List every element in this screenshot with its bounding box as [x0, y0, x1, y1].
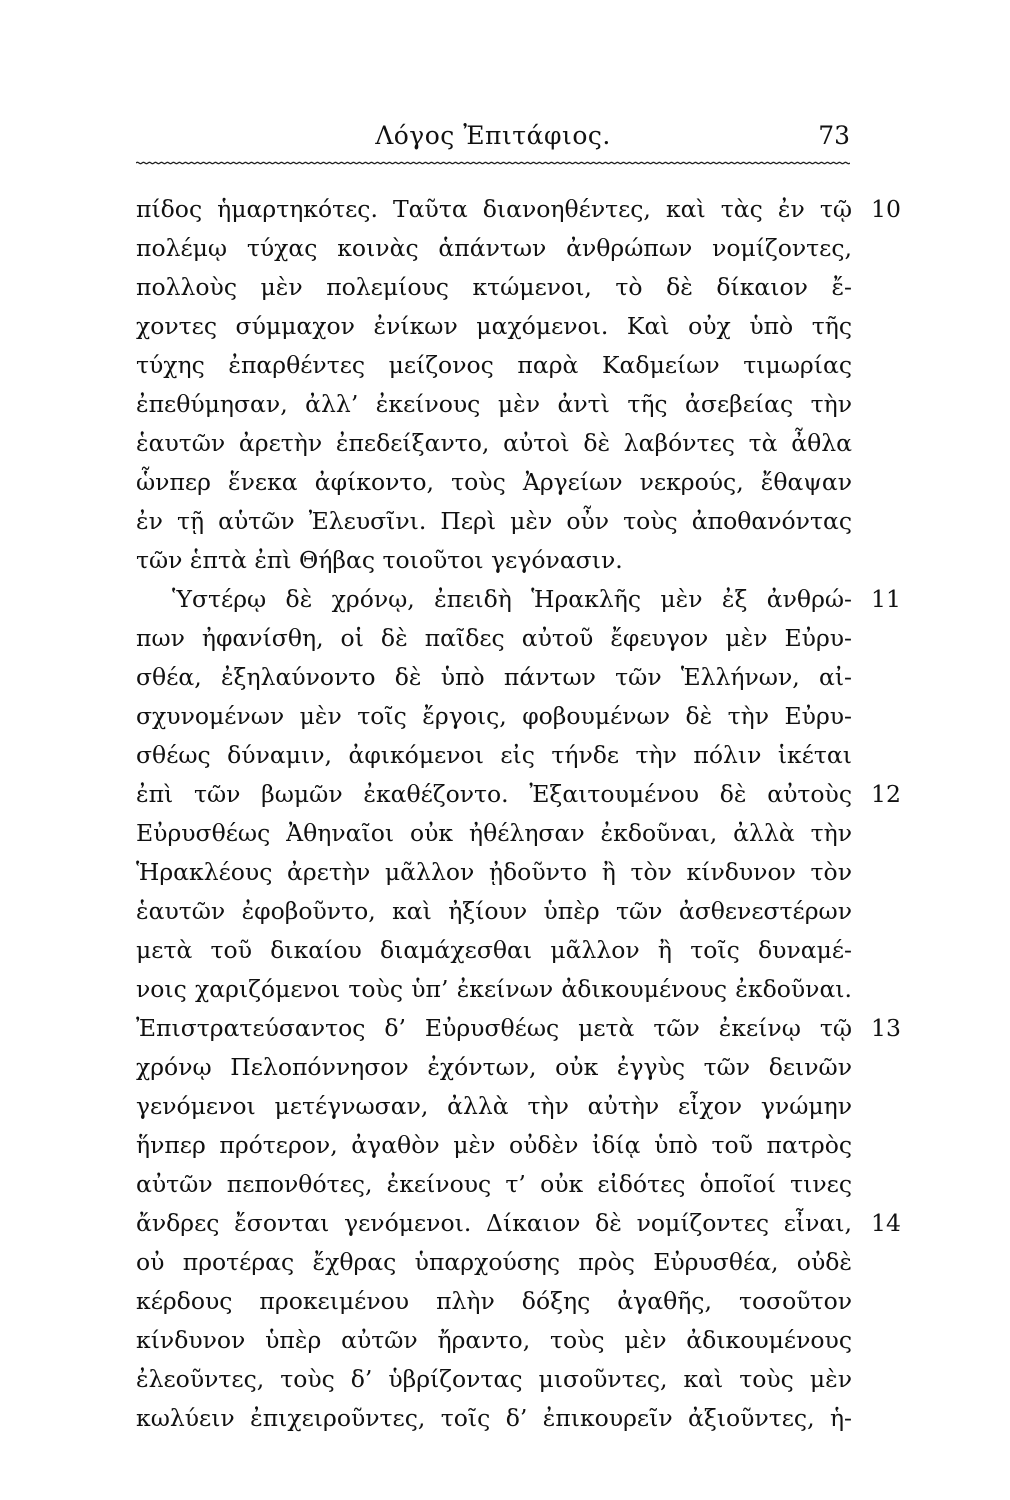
line-text: ἑαυτῶν ἀρετὴν ἐπεδείξαντο, αὐτοὶ δὲ λαβόντες τὰ ἆθλα: [136, 429, 852, 457]
line-text: πολλοὺς μὲν πολεμίους κτώμενοι, τὸ δὲ δίκαιον ἔ-: [136, 273, 852, 301]
text-line: [136, 1204, 901, 1243]
line-text: ἐπὶ τῶν βωμῶν ἐκαθέζοντο. Ἐξαιτουμένου δὲ αὐτοὺς: [136, 780, 852, 808]
text-line: [136, 736, 852, 775]
section-number: 10: [871, 195, 901, 223]
text-line: [136, 931, 852, 970]
line-text: χοντες σύμμαχον ἐνίκων μαχόμενοι. Καὶ οὐχ ὑπὸ τῆς: [136, 312, 852, 340]
text-line: [136, 1282, 852, 1321]
running-head: [136, 118, 850, 154]
text-line: [136, 1321, 852, 1360]
text-line: [136, 775, 901, 814]
text-line: [136, 1048, 852, 1087]
line-text: ἥνπερ πρότερον, ἀγαθὸν μὲν οὐδὲν ἰδίᾳ ὑπὸ τοῦ πατρὸς: [136, 1131, 852, 1159]
line-text: Ἐπιστρατεύσαντος δ’ Εὐρυσθέως μετὰ τῶν ἐκείνῳ τῷ: [136, 1014, 852, 1042]
page-number: 73: [818, 121, 850, 150]
text-line: [136, 385, 852, 424]
line-text: ἄνδρες ἔσονται γενόμενοι. Δίκαιον δὲ νομίζοντες εἶναι,: [136, 1209, 852, 1237]
text-line: [136, 541, 852, 580]
line-text: Εὐρυσθέως Ἀθηναῖοι οὐκ ἠθέλησαν ἐκδοῦναι, ἀλλὰ τὴν: [136, 819, 852, 847]
text-line: [136, 853, 852, 892]
text-line: [136, 1165, 852, 1204]
text-line: [136, 1399, 852, 1438]
line-text: γενόμενοι μετέγνωσαν, ἀλλὰ τὴν αὐτὴν εἶχον γνώμην: [136, 1092, 852, 1120]
text-line: [136, 814, 852, 853]
text-line: [136, 580, 901, 619]
text-line: [136, 619, 852, 658]
line-text: σθέως δύναμιν, ἀφικόμενοι εἰς τήνδε τὴν πόλιν ἱκέται: [136, 741, 852, 769]
line-text: ὧνπερ ἕνεκα ἀφίκοντο, τοὺς Ἀργείων νεκρούς, ἔθαψαν: [136, 468, 852, 496]
line-text: τύχης ἐπαρθέντες μείζονος παρὰ Καδμείων τιμωρίας: [136, 351, 852, 379]
line-text: αὐτῶν πεπονθότες, ἐκείνους τ’ οὐκ εἰδότες ὁποῖοί τινες: [136, 1170, 852, 1198]
section-number: 13: [871, 1014, 901, 1042]
line-text: πων ἠφανίσθη, οἱ δὲ παῖδες αὐτοῦ ἔφευγον μὲν Εὐρυ-: [136, 624, 852, 652]
line-text: ἐλεοῦντες, τοὺς δ’ ὑβρίζοντας μισοῦντες, καὶ τοὺς μὲν: [136, 1365, 852, 1393]
line-text: σχυνομένων μὲν τοῖς ἔργοις, φοβουμένων δὲ τὴν Εὐρυ-: [136, 702, 852, 730]
text-line: [136, 697, 852, 736]
text-line: [136, 307, 852, 346]
line-text: Ὑστέρῳ δὲ χρόνῳ, ἐπειδὴ Ἡρακλῆς μὲν ἐξ ἀνθρώ-: [172, 585, 852, 613]
line-text: ἑαυτῶν ἐφοβοῦντο, καὶ ἠξίουν ὑπὲρ τῶν ἀσθενεστέρων: [136, 897, 852, 925]
line-text: κίνδυνον ὑπὲρ αὐτῶν ἤραντο, τοὺς μὲν ἀδικουμένους: [136, 1326, 852, 1354]
header-rule: [136, 160, 850, 166]
line-text: πολέμῳ τύχας κοινὰς ἁπάντων ἀνθρώπων νομίζοντες,: [136, 234, 852, 262]
wavy-rule-icon: [136, 160, 850, 166]
line-text: πίδος ἡμαρτηκότες. Ταῦτα διανοηθέντες, καὶ τὰς ἐν τῷ: [136, 195, 852, 223]
text-line: [136, 424, 852, 463]
text-line: [136, 190, 901, 229]
text-line: [136, 970, 852, 1009]
text-line: [136, 1243, 852, 1282]
line-text: τῶν ἑπτὰ ἐπὶ Θήβας τοιοῦτοι γεγόνασιν.: [136, 546, 623, 574]
line-text: κέρδους προκειμένου πλὴν δόξης ἀγαθῆς, τοσοῦτον: [136, 1287, 852, 1315]
line-text: χρόνῳ Πελοπόννησον ἐχόντων, οὐκ ἐγγὺς τῶν δεινῶν: [136, 1053, 852, 1081]
line-text: νοις χαριζόμενοι τοὺς ὑπ’ ἐκείνων ἀδικουμένους ἐκδοῦναι.: [136, 975, 852, 1003]
line-text: ἐν τῇ αὑτῶν Ἐλευσῖνι. Περὶ μὲν οὖν τοὺς ἀποθανόντας: [136, 507, 852, 535]
text-line: [136, 1126, 852, 1165]
line-text: κωλύειν ἐπιχειροῦντες, τοῖς δ’ ἐπικουρεῖν ἀξιοῦντες, ἡ-: [136, 1404, 852, 1432]
text-line: [136, 1009, 901, 1048]
text-line: [136, 346, 852, 385]
text-line: [136, 268, 852, 307]
line-text: οὐ προτέρας ἔχθρας ὑπαρχούσης πρὸς Εὐρυσθέα, οὐδὲ: [136, 1248, 852, 1276]
body-text: [136, 190, 901, 1438]
text-line: [136, 658, 852, 697]
line-text: σθέα, ἐξηλαύνοντο δὲ ὑπὸ πάντων τῶν Ἑλλήνων, αἰ-: [136, 663, 852, 691]
running-title: Λόγος Ἐπιτάφιος.: [375, 121, 611, 150]
text-line: [136, 463, 852, 502]
text-line: [136, 502, 852, 541]
text-line: [136, 1087, 852, 1126]
section-number: 11: [871, 585, 901, 613]
line-text: Ἡρακλέους ἀρετὴν μᾶλλον ᾐδοῦντο ἢ τὸν κίνδυνον τὸν: [136, 858, 852, 886]
text-line: [136, 892, 852, 931]
text-line: [136, 229, 852, 268]
line-text: ἐπεθύμησαν, ἀλλ’ ἐκείνους μὲν ἀντὶ τῆς ἀσεβείας τὴν: [136, 390, 852, 418]
line-text: μετὰ τοῦ δικαίου διαμάχεσθαι μᾶλλον ἢ τοῖς δυναμέ-: [136, 936, 852, 964]
section-number: 14: [871, 1209, 901, 1237]
section-number: 12: [871, 780, 901, 808]
text-line: [136, 1360, 852, 1399]
